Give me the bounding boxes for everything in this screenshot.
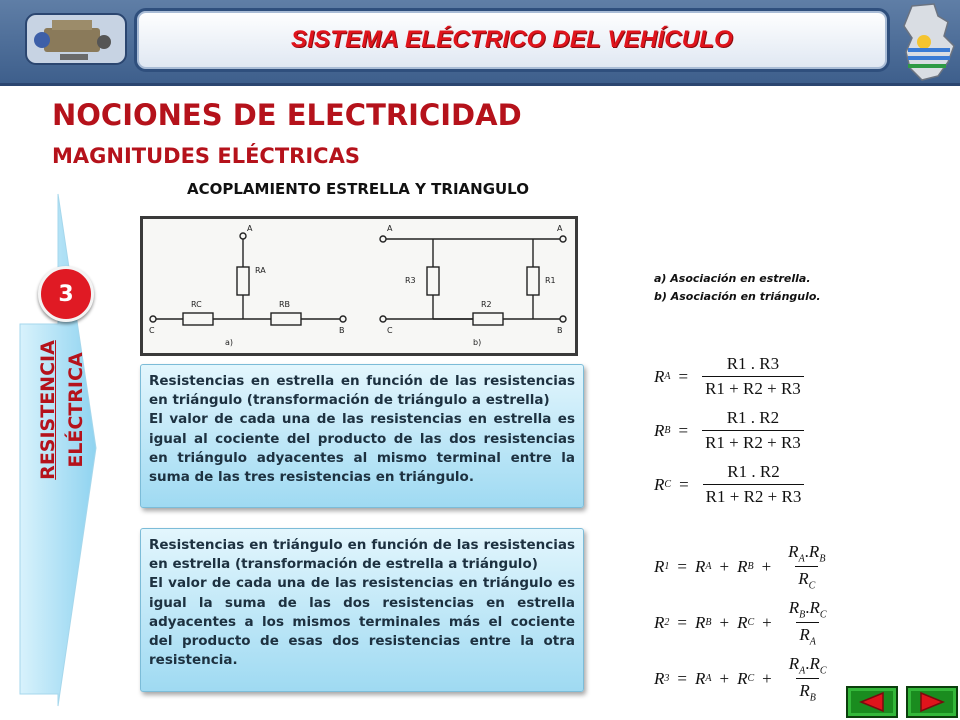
formula-r2-t2: R — [737, 612, 748, 632]
label-rb: RB — [279, 300, 291, 309]
formula-rb-lhs: R — [654, 420, 665, 440]
main-heading: NOCIONES DE ELECTRICIDAD — [52, 98, 522, 132]
formula-r2-num-a-sub: B — [799, 609, 806, 621]
formula-r1-t1-sub: A — [705, 561, 712, 573]
formula-r3-t1-sub: A — [705, 673, 712, 685]
formula-r1-sub: 1 — [664, 561, 670, 573]
formula-r3-den-sub: B — [809, 692, 816, 704]
formula-r1-num-a: R — [788, 542, 799, 561]
star-textbox-title: Resistencias en estrella en función de las resistencias en triángulo (transformación de triángulo a estrella) — [149, 373, 575, 409]
label-c-delta: C — [387, 326, 393, 335]
formula-r3-num-b-sub: C — [819, 665, 827, 677]
star-textbox-body: El valor de cada una de las resistencias en estrella es igual al cociente del producto de las dos resistencias en triángulo adyacentes al mismo terminal entre la suma de las tres resistencias en triángulo. — [149, 411, 575, 486]
formula-r1-lhs: R — [654, 556, 665, 576]
formula-ra-num: R1 . R3 — [726, 354, 780, 373]
label-r1: R1 — [545, 276, 556, 285]
formula-r2-t1: R — [694, 612, 706, 632]
page-title: SISTEMA ELÉCTRICO DEL VEHÍCULO — [290, 26, 734, 53]
label-rc: RC — [191, 300, 202, 309]
formula-r1-num-b: R — [808, 542, 820, 561]
circuit-legend — [654, 270, 821, 306]
formula-r1-t2: R — [737, 556, 748, 576]
side-label-line2: ELÉCTRICA — [65, 352, 87, 468]
formula-r3-num-b: R — [809, 654, 820, 673]
header-bar — [0, 0, 960, 86]
formula-rc-den: R1 + R2 + R3 — [703, 484, 805, 507]
sub-heading: MAGNITUDES ELÉCTRICAS — [52, 144, 360, 168]
formula-rb: R B = $\frac{R1 . R2}{R1 + R2 + R3}$ — [654, 408, 804, 453]
label-b-star: B — [339, 326, 345, 335]
formula-r1-t1: R — [694, 556, 706, 576]
formula-r2-den: R — [799, 625, 810, 645]
triangle-right-icon — [917, 691, 947, 713]
star-textbox — [140, 364, 584, 508]
formula-r1-t2-sub: B — [747, 561, 754, 573]
formula-r2-num-b: R — [809, 598, 820, 617]
circuit-diagram — [140, 216, 578, 356]
caption-b: b) — [473, 338, 482, 347]
formula-r3-num-a: R — [788, 654, 800, 673]
side-label — [14, 300, 110, 520]
formula-rc: R C = $\frac{R1 . R2}{R1 + R2 + R3}$ — [654, 462, 804, 507]
formula-r3-t1: R — [694, 668, 706, 688]
side-label-line1: RESISTENCIA — [37, 340, 59, 480]
formula-rb-den: R1 + R2 + R3 — [702, 430, 804, 453]
formula-r3: R 3 = R A + R C + $\frac{R_A.R_C}{R_B}$ — [654, 654, 827, 704]
formula-r1: R 1 = R A + R B + $\frac{R_A.R_B}{R_C}$ — [654, 542, 826, 592]
formula-r2-t2-sub: C — [747, 617, 755, 629]
formula-rc-lhs: R — [654, 474, 665, 494]
formula-ra-den: R1 + R2 + R3 — [702, 376, 804, 399]
formula-rc-sub: C — [664, 479, 672, 490]
legend-b: b) Asociación en triángulo. — [654, 290, 821, 303]
title-box — [134, 8, 890, 72]
formula-ra-lhs: R — [654, 366, 665, 386]
label-a1-delta: A — [387, 224, 393, 233]
legend-a: a) Asociación en estrella. — [654, 272, 811, 285]
formula-r1-num-a-sub: A — [798, 553, 805, 565]
label-a2-delta: A — [557, 224, 563, 233]
formula-r2-den-sub: A — [809, 636, 816, 648]
formula-r2: R 2 = R B + R C + $\frac{R_B.R_C}{R_A}$ — [654, 598, 827, 648]
formula-rb-num: R1 . R2 — [726, 408, 780, 427]
formula-r3-sub: 3 — [664, 673, 670, 685]
formula-r2-sub: 2 — [664, 617, 670, 629]
formula-r2-num-b-sub: C — [819, 609, 827, 621]
regional-map-logo-icon — [898, 2, 958, 82]
label-c-star: C — [149, 326, 155, 335]
delta-textbox-body: El valor de cada una de las resistencias en triángulo es igual la suma de las dos resistencias en estrella adyacentes a los mismos terminales más el cociente del producto de esas dos resistencias entre la otra resistencia. — [149, 575, 575, 669]
formula-ra-sub: A — [664, 371, 671, 382]
formula-rc-num: R1 . R2 — [727, 462, 780, 481]
formula-r3-t2: R — [737, 668, 748, 688]
engine-logo-icon — [24, 10, 128, 68]
formula-r3-num-a-sub: A — [799, 665, 806, 677]
formula-r2-lhs: R — [654, 612, 665, 632]
formula-r2-t1-sub: B — [705, 617, 712, 629]
section-heading: ACOPLAMIENTO ESTRELLA Y TRIANGULO — [187, 180, 529, 198]
delta-textbox-title: Resistencias en triángulo en función de las resistencias en estrella (transformación de estrella a triángulo) — [149, 537, 575, 573]
prev-slide-button[interactable] — [846, 686, 898, 718]
triangle-left-icon — [857, 691, 887, 713]
formula-r3-den: R — [799, 681, 810, 701]
delta-textbox — [140, 528, 584, 692]
circuit-svg — [143, 219, 575, 353]
formula-r2-num-a: R — [788, 598, 800, 617]
formula-r1-num-b-sub: B — [819, 553, 826, 565]
label-a-star: A — [247, 224, 253, 233]
formula-r3-t2-sub: C — [747, 673, 755, 685]
label-b-delta: B — [557, 326, 563, 335]
label-ra: RA — [255, 266, 266, 275]
label-r3: R3 — [405, 276, 416, 285]
formula-r1-den: R — [798, 569, 809, 589]
formula-rb-sub: B — [664, 425, 671, 436]
formula-r3-lhs: R — [654, 668, 665, 688]
next-slide-button[interactable] — [906, 686, 958, 718]
formula-ra: R A = $\frac{R1 . R3}{R1 + R2 + R3}$ — [654, 354, 804, 399]
formula-r1-den-sub: C — [808, 580, 816, 592]
caption-a: a) — [225, 338, 234, 347]
step-badge: 3 — [38, 266, 94, 322]
label-r2: R2 — [481, 300, 492, 309]
